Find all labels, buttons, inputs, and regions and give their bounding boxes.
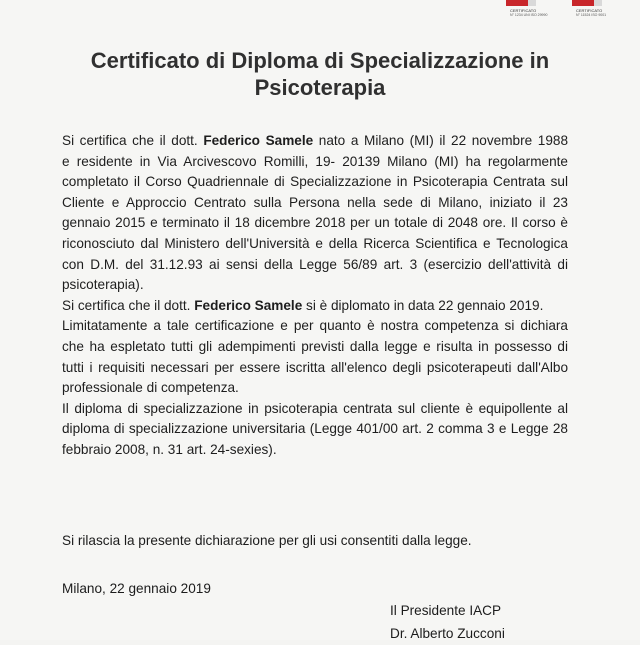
body-line: gennaio 2015 e terminato il 18 dicembre 2018 per un totale di 2048 ore. Il corso è: [62, 215, 568, 231]
certification-badge: [500, 0, 560, 20]
body-line: che ha espletato tutti gli adempimenti previsti dalla legge e risulta in possesso di: [62, 338, 568, 354]
body-line: completato il Corso Quadriennale di Specializzazione in Psicoterapia Centrata sul: [62, 174, 568, 190]
badge-number: N° 1234 UNI ISO 29990: [510, 13, 548, 17]
body-line: professionale di competenza.: [62, 380, 239, 396]
body-line: psicoterapia).: [62, 277, 144, 293]
body-line: Limitatamente a tale certificazione e per quanto è nostra competenza si dichiara: [62, 318, 568, 334]
certification-logo-icon: [572, 0, 594, 6]
certification-logo-icon: [506, 0, 528, 6]
body-line: febbraio 2008, n. 31 art. 24-sexies).: [62, 441, 277, 457]
certification-badge: [566, 0, 626, 20]
signatory-name: Dr. Alberto Zucconi: [390, 626, 505, 641]
body-text: nato a Milano (MI) il 22 novembre 1988: [313, 133, 569, 148]
signature-block: [390, 599, 505, 645]
graduate-name: Federico Samele: [203, 133, 314, 148]
body-line: riconosciuto dal Ministero dell'Università e della Ricerca Scientifica e Tecnologica: [62, 235, 568, 251]
body-line: con D.M. del 31.12.93 ai sensi della Legge 56/89 art. 3 (esercizio dell'attività di: [62, 256, 568, 272]
body-line: Il diploma di specializzazione in psicoterapia centrata sul cliente è equipollente al: [62, 400, 568, 416]
place-and-date: Milano, 22 gennaio 2019: [62, 581, 211, 596]
body-text: Si certifica che il dott.: [62, 297, 195, 313]
badge-number: N° 11524 ISO 9001: [576, 13, 607, 17]
certification-badges: [500, 0, 640, 20]
badge-label: CERTIFICATO: [510, 8, 537, 13]
release-statement: Si rilascia la presente dichiarazione per gli usi consentiti dalla legge.: [62, 533, 472, 548]
body-line: [62, 296, 568, 317]
body-text: si è diplomato in data 22 gennaio 2019.: [302, 297, 544, 313]
body-line: diploma di specializzazione universitaria (Legge 401/00 art. 2 comma 3 e Legge 28: [62, 421, 568, 437]
body-line: [62, 131, 568, 152]
body-text: Si certifica che il dott.: [62, 133, 204, 148]
badge-label: CERTIFICATO: [576, 8, 603, 13]
graduate-name: Federico Samele: [194, 297, 303, 313]
signatory-role: Il Presidente IACP: [390, 603, 502, 618]
body-line: tutti i requisiti necessari per essere iscritta all'elenco degli psicoterapeuti dall'Albo: [62, 359, 568, 375]
body-line: Cliente e Approccio Centrato sulla Persona nella sede di Milano, iniziato il 23: [62, 194, 568, 210]
certificate-title: Certificato di Diploma di Specializzazione in Psicoterapia: [90, 48, 550, 100]
body-line: e residente in Via Arcivescovo Romilli, 19- 20139 Milano (MI) ha regolarmente: [62, 153, 568, 169]
certificate-body: [62, 131, 568, 461]
